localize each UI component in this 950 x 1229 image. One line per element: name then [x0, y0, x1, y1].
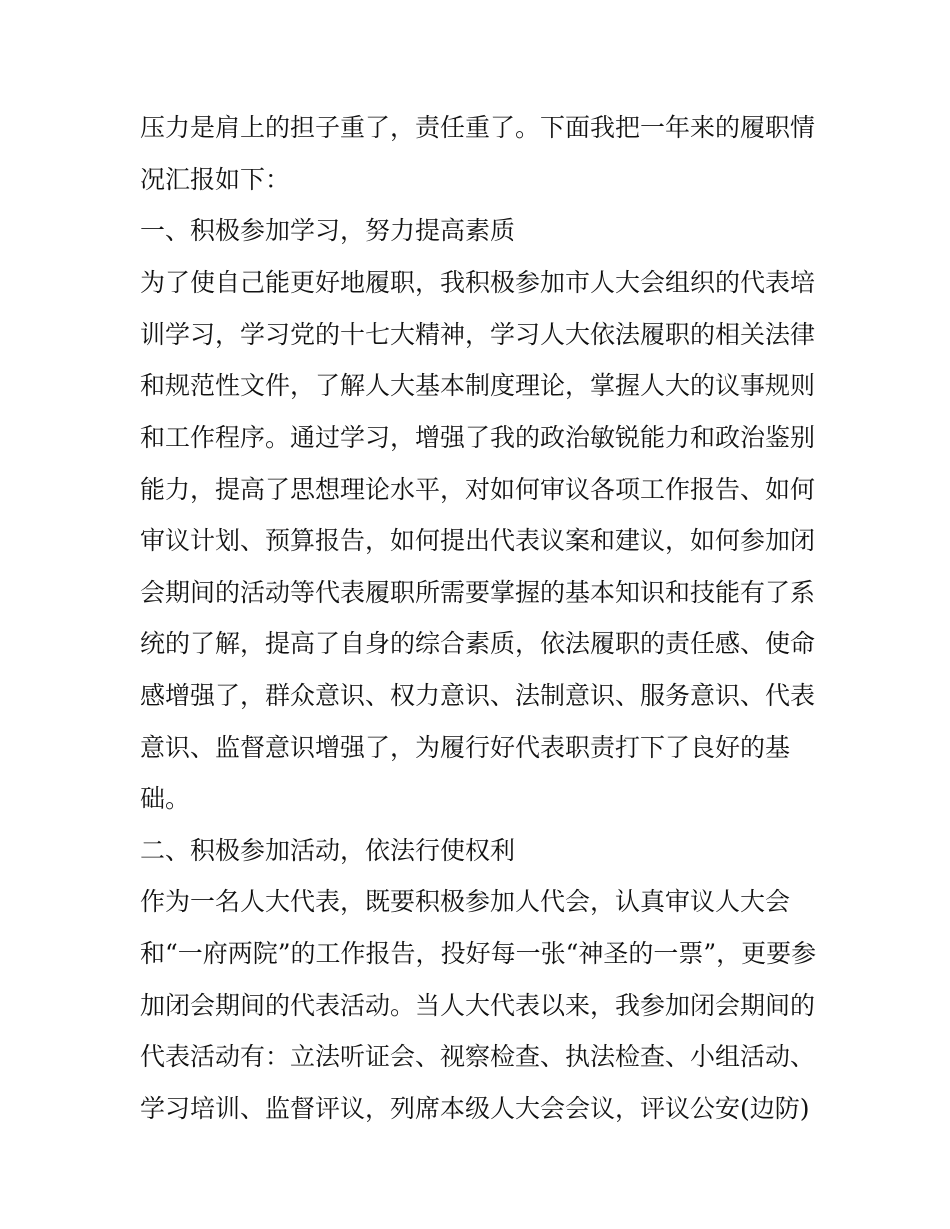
text-line: 加闭会期间的代表活动。当人大代表以来，我参加闭会期间的	[140, 991, 816, 1020]
text-line: 会期间的活动等代表履职所需要掌握的基本知识和技能有了系	[140, 578, 816, 607]
text-line: 审议计划、预算报告，如何提出代表议案和建议，如何参加闭	[140, 526, 816, 555]
text-line: 和工作程序。通过学习，增强了我的政治敏锐能力和政治鉴别	[140, 423, 816, 452]
text-line: 和规范性文件，了解人大基本制度理论，掌握人大的议事规则	[140, 371, 816, 400]
text-line: 统的了解，提高了自身的综合素质，依法履职的责任感、使命	[140, 629, 816, 658]
text-line: 学习培训、监督评议，列席本级人大会会议，评议公安(边防)	[140, 1094, 810, 1123]
text-line: 作为一名人大代表，既要积极参加人代会，认真审议人大会	[140, 887, 791, 916]
text-line: 意识、监督意识增强了，为履行好代表职责打下了良好的基	[140, 733, 791, 762]
text-line: 感增强了，群众意识、权力意识、法制意识、服务意识、代表	[140, 681, 816, 710]
section-heading: 二、积极参加活动，依法行使权利	[140, 836, 516, 865]
text-line: 代表活动有：立法听证会、视察检查、执法检查、小组活动、	[140, 1042, 816, 1071]
text-line: 况汇报如下：	[140, 165, 291, 194]
section-heading: 一、积极参加学习，努力提高素质	[140, 216, 516, 245]
text-line: 和“一府两院”的工作报告，投好每一张“神圣的一票”，更要参	[140, 939, 817, 968]
text-line: 压力是肩上的担子重了，责任重了。下面我把一年来的履职情	[140, 113, 816, 142]
text-line: 训学习，学习党的十七大精神，学习人大依法履职的相关法律	[140, 320, 816, 349]
text-line: 为了使自己能更好地履职，我积极参加市人大会组织的代表培	[140, 268, 816, 297]
text-line: 能力，提高了思想理论水平，对如何审议各项工作报告、如何	[140, 475, 816, 504]
text-line: 础。	[140, 784, 191, 813]
